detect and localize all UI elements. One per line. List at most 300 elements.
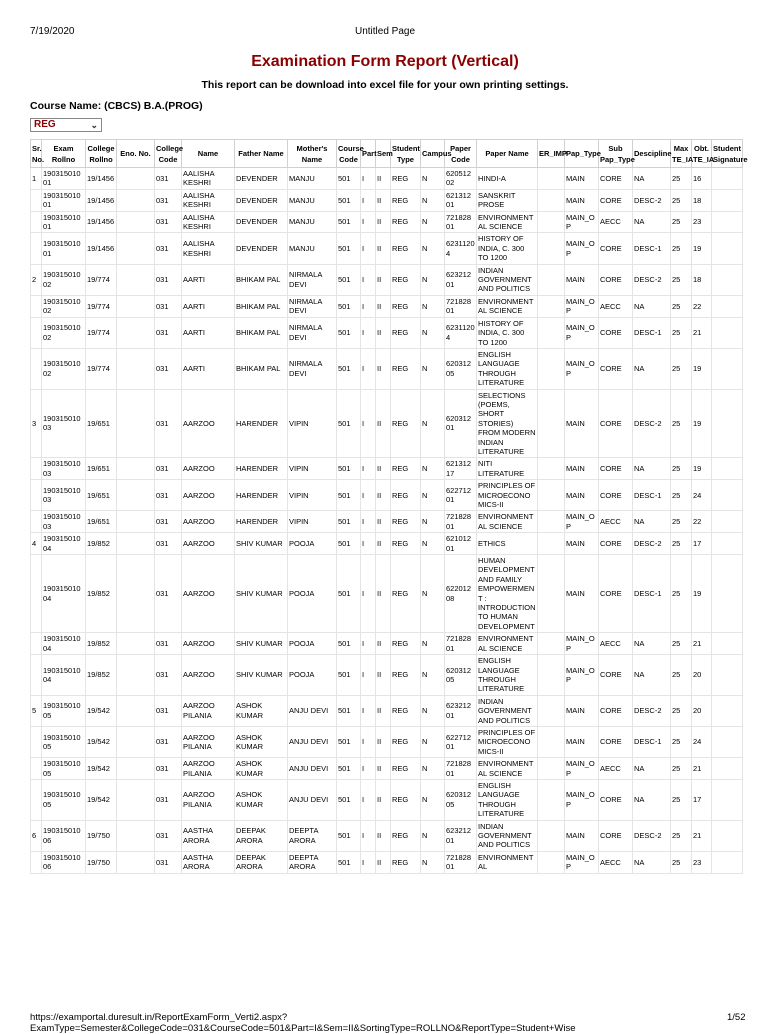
- table-cell: REG: [391, 480, 421, 511]
- table-cell: DESC-1: [633, 317, 671, 348]
- table-cell: N: [421, 555, 445, 633]
- table-cell: HUMAN DEVELOPMENT AND FAMILY EMPOWERMENT : INTRODUCTION TO HUMAN DEVELOPMENT: [478, 556, 536, 631]
- table-cell: 1: [31, 168, 42, 190]
- table-row: [31, 758, 743, 780]
- table-cell: 19031501002: [42, 348, 86, 389]
- table-cell: 19/774: [86, 264, 117, 295]
- table-cell: N: [421, 758, 445, 780]
- table-cell: HISTORY OF INDIA, C. 300 TO 1200: [477, 233, 538, 264]
- table-cell: 25: [671, 511, 692, 533]
- table-cell: NIRMALA DEVI: [288, 264, 337, 295]
- table-cell: AECC: [599, 633, 633, 655]
- table-cell: 501: [337, 233, 361, 264]
- column-header: Paper Name: [477, 140, 538, 168]
- table-cell: 501: [337, 211, 361, 233]
- table-cell: AALISHA KESHRI: [182, 189, 235, 211]
- table-cell: AECC: [599, 511, 633, 533]
- table-cell: VIPIN: [288, 389, 337, 458]
- table-cell: ENGLISH LANGUAGE THROUGH LITERATURE: [477, 779, 538, 820]
- table-cell: DESC-2: [633, 189, 671, 211]
- table-cell: 19: [692, 348, 712, 389]
- table-cell: CORE: [599, 348, 633, 389]
- table-row: [31, 168, 743, 190]
- table-cell: 5: [31, 695, 42, 726]
- table-cell: HARENDER: [235, 458, 288, 480]
- table-cell: 62031205: [445, 779, 477, 820]
- table-cell: NA: [633, 511, 671, 533]
- table-cell: MAIN_OP: [565, 851, 599, 873]
- table-cell: [31, 758, 42, 780]
- table-cell: 19/750: [86, 820, 117, 851]
- table-cell: BHIKAM PAL: [235, 348, 288, 389]
- table-cell: 25: [671, 189, 692, 211]
- table-cell: ANJU DEVI: [288, 695, 337, 726]
- table-cell: AARTI: [182, 295, 235, 317]
- table-cell: II: [376, 820, 391, 851]
- table-cell: MANJU: [288, 211, 337, 233]
- table-cell: 19031501005: [42, 779, 86, 820]
- table-cell: REG: [391, 779, 421, 820]
- table-cell: NA: [633, 633, 671, 655]
- table-cell: REG: [391, 348, 421, 389]
- table-cell: 19/651: [86, 511, 117, 533]
- table-cell: [117, 317, 155, 348]
- table-cell: 19/1456: [86, 189, 117, 211]
- table-cell: [712, 555, 743, 633]
- table-cell: [712, 820, 743, 851]
- table-cell: [117, 555, 155, 633]
- table-cell: 031: [155, 695, 182, 726]
- table-cell: REG: [391, 695, 421, 726]
- table-cell: 19031501001: [42, 189, 86, 211]
- table-cell: 031: [155, 726, 182, 757]
- table-cell: AALISHA KESHRI: [182, 233, 235, 264]
- table-cell: DESC-2: [633, 820, 671, 851]
- table-cell: [117, 458, 155, 480]
- footer-url: https://examportal.duresult.in/ReportExamForm_Verti2.aspx?ExamType=Semester&CollegeCode=031&CourseCode=501&Part=I&Sem=II&SortingType=ROLLNO&ReportType=Student+Wise: [30, 1012, 576, 1034]
- table-cell: 19: [692, 458, 712, 480]
- table-cell: SHIV KUMAR: [235, 633, 288, 655]
- column-header: Name: [182, 140, 235, 168]
- table-cell: II: [376, 726, 391, 757]
- table-cell: II: [376, 389, 391, 458]
- table-cell: NITI LITERATURE: [477, 458, 538, 480]
- table-row: [31, 633, 743, 655]
- table-cell: [712, 233, 743, 264]
- table-cell: [712, 779, 743, 820]
- table-cell: 501: [337, 851, 361, 873]
- table-cell: [117, 779, 155, 820]
- table-row: [31, 820, 743, 851]
- table-cell: POOJA: [288, 533, 337, 555]
- table-row: [31, 295, 743, 317]
- table-cell: [712, 655, 743, 696]
- table-cell: 19/852: [86, 533, 117, 555]
- table-cell: I: [361, 264, 376, 295]
- table-cell: [117, 389, 155, 458]
- table-cell: [538, 555, 565, 633]
- table-cell: N: [421, 695, 445, 726]
- table-cell: DEVENDER: [235, 168, 288, 190]
- table-cell: MAIN_OP: [565, 211, 599, 233]
- table-cell: 501: [337, 779, 361, 820]
- table-cell: 19031501003: [42, 480, 86, 511]
- table-cell: 62321201: [445, 695, 477, 726]
- table-cell: I: [361, 511, 376, 533]
- table-cell: AARZOO PILANIA: [182, 726, 235, 757]
- column-header: Mother's Name: [288, 140, 337, 168]
- table-cell: 23: [692, 211, 712, 233]
- table-cell: SANSKRIT PROSE: [477, 189, 538, 211]
- table-cell: 62271201: [445, 480, 477, 511]
- table-cell: 031: [155, 851, 182, 873]
- table-cell: AARZOO PILANIA: [182, 758, 235, 780]
- table-cell: 031: [155, 233, 182, 264]
- table-cell: [538, 511, 565, 533]
- table-cell: [117, 726, 155, 757]
- table-cell: 19031501001: [42, 168, 86, 190]
- table-cell: 501: [337, 820, 361, 851]
- table-cell: AECC: [599, 211, 633, 233]
- table-cell: ASHOK KUMAR: [235, 758, 288, 780]
- table-cell: 031: [155, 348, 182, 389]
- table-cell: N: [421, 458, 445, 480]
- table-cell: AASTHA ARORA: [182, 851, 235, 873]
- column-header: Sub Pap_Type: [599, 140, 633, 168]
- table-cell: 031: [155, 555, 182, 633]
- table-cell: 25: [671, 851, 692, 873]
- table-cell: 19/651: [86, 458, 117, 480]
- column-header: Student Type: [391, 140, 421, 168]
- table-cell: N: [421, 511, 445, 533]
- table-cell: 22: [692, 511, 712, 533]
- table-cell: CORE: [599, 168, 633, 190]
- table-cell: MAIN: [565, 695, 599, 726]
- table-cell: 19/542: [86, 726, 117, 757]
- table-cell: [538, 458, 565, 480]
- table-cell: I: [361, 851, 376, 873]
- table-cell: 19031501004: [42, 633, 86, 655]
- table-cell: N: [421, 820, 445, 851]
- table-cell: 23: [692, 851, 712, 873]
- table-cell: AECC: [599, 851, 633, 873]
- column-header: Father Name: [235, 140, 288, 168]
- table-cell: 21: [692, 633, 712, 655]
- table-row: [31, 458, 743, 480]
- table-cell: II: [376, 264, 391, 295]
- table-cell: AECC: [599, 758, 633, 780]
- table-cell: 501: [337, 168, 361, 190]
- table-cell: DEVENDER: [235, 233, 288, 264]
- table-cell: REG: [391, 820, 421, 851]
- table-header-row: [31, 140, 743, 168]
- footer-page-number: 1/52: [727, 1012, 746, 1023]
- table-cell: PRINCIPLES OF MICROECONOMICS-II: [477, 480, 538, 511]
- table-cell: 62031205: [445, 655, 477, 696]
- table-cell: I: [361, 820, 376, 851]
- table-cell: 19/852: [86, 655, 117, 696]
- table-cell: 72182801: [445, 633, 477, 655]
- table-cell: 19031501003: [42, 511, 86, 533]
- column-header: Course Code: [337, 140, 361, 168]
- table-cell: 19/1456: [86, 168, 117, 190]
- table-cell: 19031501006: [42, 851, 86, 873]
- table-cell: II: [376, 633, 391, 655]
- table-cell: 19/852: [86, 555, 117, 633]
- table-cell: II: [376, 168, 391, 190]
- table-cell: 62311204: [445, 233, 477, 264]
- table-cell: REG: [391, 851, 421, 873]
- table-cell: 62051202: [445, 168, 477, 190]
- table-cell: MAIN_OP: [565, 633, 599, 655]
- column-header: Max TE_IA: [671, 140, 692, 168]
- table-cell: CORE: [599, 555, 633, 633]
- table-cell: 6: [31, 820, 42, 851]
- table-cell: [712, 511, 743, 533]
- table-cell: ENVIRONMENTAL: [477, 851, 538, 873]
- table-cell: REG: [391, 533, 421, 555]
- table-cell: 25: [671, 655, 692, 696]
- table-cell: [117, 695, 155, 726]
- table-cell: 25: [671, 820, 692, 851]
- table-cell: 25: [671, 233, 692, 264]
- table-cell: N: [421, 168, 445, 190]
- table-cell: 19/774: [86, 295, 117, 317]
- table-cell: MAIN: [565, 820, 599, 851]
- table-cell: 62131201: [445, 189, 477, 211]
- table-cell: REG: [391, 189, 421, 211]
- table-cell: 501: [337, 655, 361, 696]
- table-cell: 031: [155, 211, 182, 233]
- table-cell: ENVIRONMENTAL SCIENCE: [477, 758, 538, 780]
- table-cell: CORE: [599, 189, 633, 211]
- table-cell: I: [361, 211, 376, 233]
- table-cell: 25: [671, 389, 692, 458]
- table-cell: 25: [671, 779, 692, 820]
- table-cell: SHIV KUMAR: [235, 555, 288, 633]
- table-cell: VIPIN: [288, 480, 337, 511]
- table-cell: [31, 555, 42, 633]
- table-cell: DESC-1: [633, 480, 671, 511]
- table-cell: DESC-2: [633, 264, 671, 295]
- table-row: [31, 655, 743, 696]
- table-cell: AARZOO: [182, 533, 235, 555]
- table-cell: 501: [337, 633, 361, 655]
- table-cell: [31, 655, 42, 696]
- table-cell: 19031501005: [42, 726, 86, 757]
- table-cell: [712, 211, 743, 233]
- table-cell: II: [376, 555, 391, 633]
- table-cell: 031: [155, 655, 182, 696]
- table-cell: [712, 851, 743, 873]
- column-header: Pap_Type: [565, 140, 599, 168]
- report-title: Examination Form Report (Vertical): [251, 53, 519, 70]
- table-cell: REG: [391, 633, 421, 655]
- table-cell: 21: [692, 820, 712, 851]
- table-row: [31, 389, 743, 458]
- table-cell: I: [361, 633, 376, 655]
- table-cell: AARZOO: [182, 555, 235, 633]
- table-cell: 62101201: [445, 533, 477, 555]
- table-cell: [31, 295, 42, 317]
- table-cell: MAIN_OP: [565, 758, 599, 780]
- table-cell: [117, 168, 155, 190]
- table-cell: 19/651: [86, 480, 117, 511]
- table-cell: DEEPTA ARORA: [288, 851, 337, 873]
- table-cell: 501: [337, 511, 361, 533]
- table-cell: 501: [337, 264, 361, 295]
- table-cell: INDIAN GOVERNMENT AND POLITICS: [477, 820, 538, 851]
- table-cell: POOJA: [288, 555, 337, 633]
- table-cell: 031: [155, 189, 182, 211]
- table-cell: MAIN: [565, 533, 599, 555]
- table-cell: 62031201: [445, 389, 477, 458]
- table-cell: MAIN: [565, 389, 599, 458]
- table-cell: REG: [391, 458, 421, 480]
- table-cell: [712, 458, 743, 480]
- table-cell: N: [421, 533, 445, 555]
- table-cell: 19/542: [86, 779, 117, 820]
- table-cell: 19/542: [86, 695, 117, 726]
- table-cell: 501: [337, 758, 361, 780]
- table-cell: CORE: [599, 695, 633, 726]
- table-cell: [538, 211, 565, 233]
- table-cell: AECC: [599, 295, 633, 317]
- table-cell: NA: [633, 655, 671, 696]
- table-cell: MAIN: [565, 168, 599, 190]
- table-cell: [117, 511, 155, 533]
- table-cell: HARENDER: [235, 511, 288, 533]
- table-cell: CORE: [599, 726, 633, 757]
- table-cell: 22: [692, 295, 712, 317]
- table-cell: [117, 264, 155, 295]
- table-cell: II: [376, 317, 391, 348]
- table-cell: 031: [155, 389, 182, 458]
- table-cell: NA: [633, 758, 671, 780]
- table-cell: N: [421, 189, 445, 211]
- table-cell: II: [376, 511, 391, 533]
- table-cell: 25: [671, 480, 692, 511]
- table-cell: 25: [671, 555, 692, 633]
- table-cell: [538, 851, 565, 873]
- table-cell: 25: [671, 633, 692, 655]
- table-cell: N: [421, 295, 445, 317]
- student-type-select[interactable]: [30, 118, 102, 132]
- table-cell: 031: [155, 633, 182, 655]
- table-cell: REG: [391, 317, 421, 348]
- table-cell: 25: [671, 533, 692, 555]
- column-header: College Code: [155, 140, 182, 168]
- table-cell: 17: [692, 779, 712, 820]
- table-cell: DEEPAK ARORA: [235, 851, 288, 873]
- table-cell: II: [376, 189, 391, 211]
- table-cell: [712, 695, 743, 726]
- table-cell: 3: [31, 389, 42, 458]
- table-cell: 19031501006: [42, 820, 86, 851]
- table-cell: AARZOO: [182, 480, 235, 511]
- table-cell: [538, 820, 565, 851]
- table-cell: CORE: [599, 389, 633, 458]
- table-cell: 031: [155, 168, 182, 190]
- table-cell: SHIV KUMAR: [235, 655, 288, 696]
- table-row: [31, 480, 743, 511]
- print-date: 7/19/2020: [30, 26, 75, 37]
- table-cell: 031: [155, 511, 182, 533]
- table-cell: [117, 758, 155, 780]
- table-cell: [117, 189, 155, 211]
- print-page-title: Untitled Page: [354, 26, 416, 37]
- table-cell: MANJU: [288, 168, 337, 190]
- table-cell: [117, 820, 155, 851]
- table-cell: I: [361, 480, 376, 511]
- table-cell: CORE: [599, 779, 633, 820]
- table-cell: 72182801: [445, 211, 477, 233]
- table-cell: [538, 533, 565, 555]
- table-cell: [712, 295, 743, 317]
- table-cell: N: [421, 633, 445, 655]
- table-cell: 62201208: [445, 555, 477, 633]
- table-cell: 25: [671, 348, 692, 389]
- table-cell: CORE: [599, 317, 633, 348]
- table-cell: I: [361, 295, 376, 317]
- table-cell: I: [361, 695, 376, 726]
- table-row: [31, 695, 743, 726]
- table-cell: BHIKAM PAL: [235, 317, 288, 348]
- table-cell: DESC-1: [633, 555, 671, 633]
- table-cell: ASHOK KUMAR: [235, 726, 288, 757]
- table-cell: HARENDER: [235, 480, 288, 511]
- table-cell: REG: [391, 758, 421, 780]
- table-cell: II: [376, 348, 391, 389]
- table-cell: [538, 779, 565, 820]
- course-name: Course Name: (CBCS) B.A.(PROG): [30, 100, 203, 112]
- table-cell: CORE: [599, 458, 633, 480]
- table-cell: N: [421, 233, 445, 264]
- table-cell: SELECTIONS (POEMS, SHORT STORIES) FROM MODERN INDIAN LITERATURE: [478, 390, 536, 456]
- table-cell: [31, 317, 42, 348]
- table-cell: 18: [692, 189, 712, 211]
- table-cell: [712, 758, 743, 780]
- table-cell: [117, 348, 155, 389]
- table-cell: II: [376, 779, 391, 820]
- table-cell: N: [421, 655, 445, 696]
- table-cell: REG: [391, 233, 421, 264]
- table-cell: I: [361, 389, 376, 458]
- table-cell: 19/651: [86, 389, 117, 458]
- table-cell: MAIN_OP: [565, 233, 599, 264]
- table-cell: REG: [391, 511, 421, 533]
- table-cell: NA: [633, 168, 671, 190]
- table-cell: AALISHA KESHRI: [182, 211, 235, 233]
- table-cell: NA: [633, 851, 671, 873]
- table-cell: NA: [633, 211, 671, 233]
- table-cell: 19031501004: [42, 555, 86, 633]
- table-cell: [31, 189, 42, 211]
- table-cell: DEEPTA ARORA: [288, 820, 337, 851]
- table-cell: ENGLISH LANGUAGE THROUGH LITERATURE: [477, 348, 538, 389]
- table-cell: I: [361, 779, 376, 820]
- table-cell: [117, 851, 155, 873]
- table-cell: [117, 655, 155, 696]
- table-cell: 031: [155, 480, 182, 511]
- table-cell: 19031501001: [42, 211, 86, 233]
- table-cell: [538, 695, 565, 726]
- column-header: Eno. No.: [117, 140, 155, 168]
- table-row: [31, 511, 743, 533]
- table-cell: 25: [671, 317, 692, 348]
- table-cell: 25: [671, 726, 692, 757]
- table-cell: SHIV KUMAR: [235, 533, 288, 555]
